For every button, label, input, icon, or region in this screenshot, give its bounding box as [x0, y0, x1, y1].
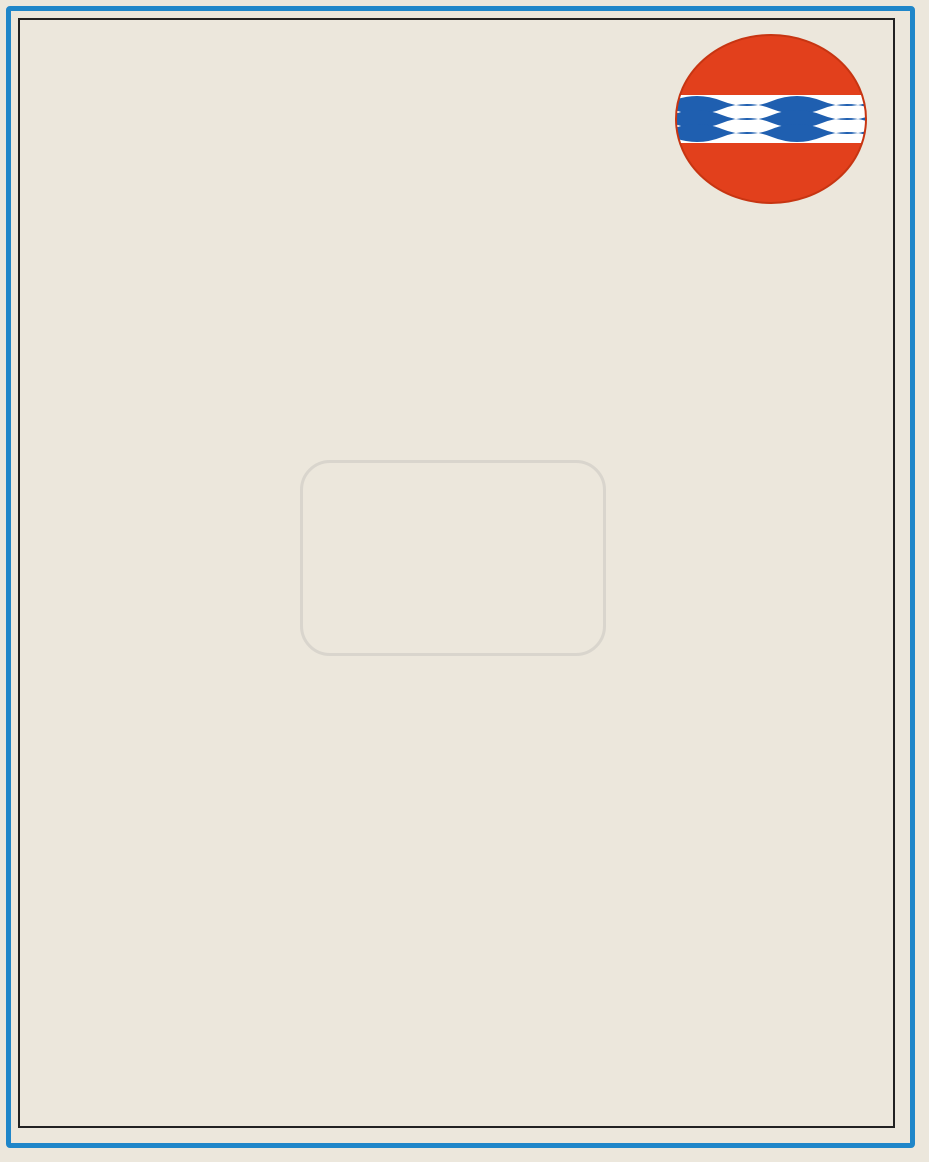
watermark-stamp — [300, 460, 606, 656]
organization-logo-icon — [672, 33, 870, 205]
